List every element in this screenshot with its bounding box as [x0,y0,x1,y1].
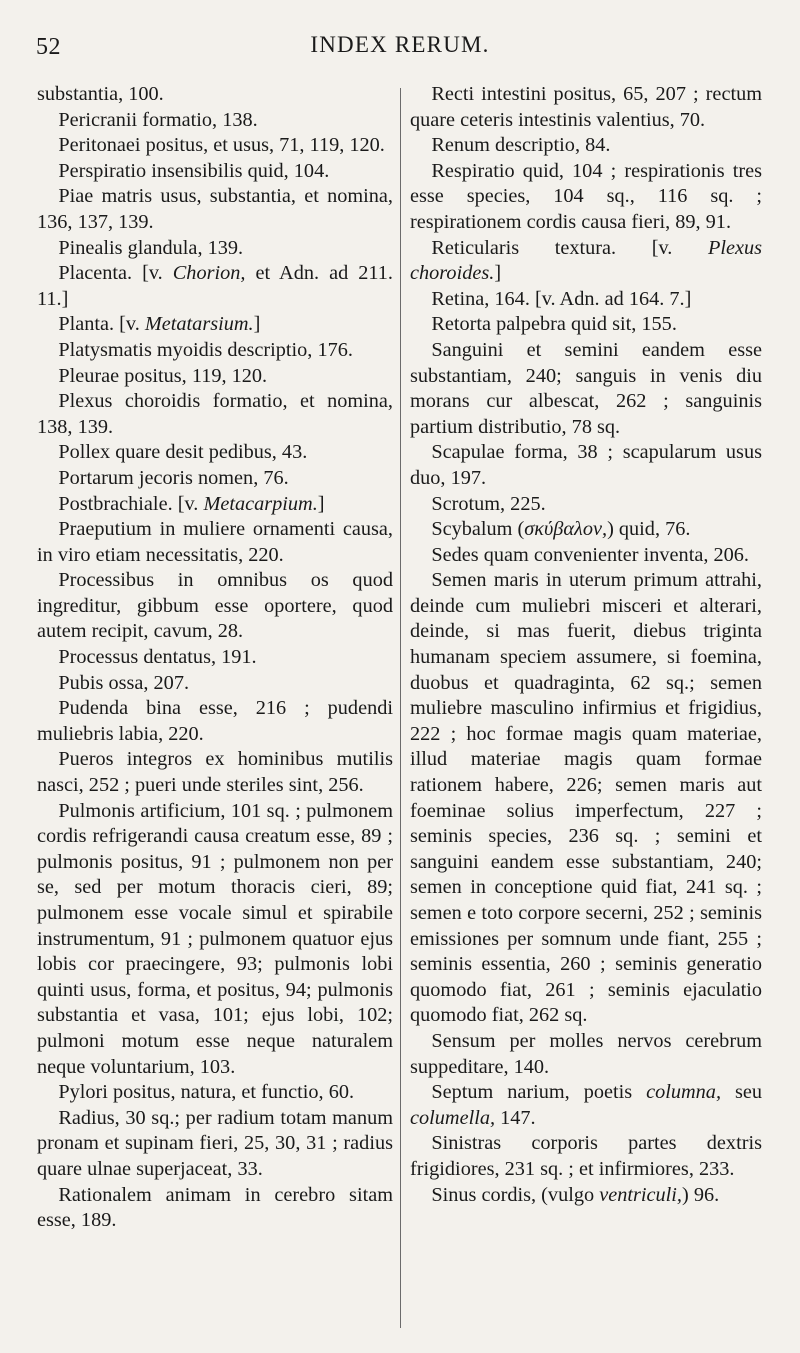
index-entry [37,1106,393,1183]
entry-text: Pylori positus, natura, et functio, 60. [58,1081,355,1104]
entry-text: ] [317,492,325,515]
entry-italic-text: Chorion, [172,262,246,285]
index-entry [37,747,393,798]
index-entry [410,1080,762,1131]
entry-text: Postbrachiale. [v. [58,492,204,515]
entry-text: Perspiratio insensibilis quid, 104. [58,159,330,182]
entry-text: Recti intestini positus, 65, 207 ; rectum quare ceteris intestinis valentius, 70. [410,83,762,131]
index-entry [37,82,393,108]
entry-italic-text: σκύβαλον, [524,518,608,541]
entry-text: Portarum jecoris nomen, 76. [58,466,289,489]
entry-text: Pudenda bina esse, 216 ; pudendi muliebris labia, 220. [37,697,393,745]
index-entry [410,492,762,518]
entry-text: Pericranii formatio, 138. [58,108,258,131]
entry-text: Sinistras corporis partes dextris frigidiores, 231 sq. ; et infirmiores, 233. [410,1132,762,1180]
entry-text: ] [494,262,502,285]
entry-text: Scapulae forma, 38 ; scapularum usus duo, 197. [410,441,762,489]
index-column-right [410,82,762,1208]
entry-text: substantia, 100. [37,83,164,105]
entry-text: Processibus in omnibus os quod ingreditur, gibbum esse oportere, quod autem recipit, cavum, 28. [37,569,393,643]
entry-text: Pinealis glandula, 139. [58,236,244,259]
index-entry [410,568,762,1029]
entry-text: Pleurae positus, 119, 120. [58,364,268,387]
index-entry [410,1183,762,1209]
entry-text: seu [721,1081,762,1104]
index-entry [37,261,393,312]
entry-text: Planta. [v. [58,313,145,336]
entry-text: Sensum per molles nervos cerebrum suppeditare, 140. [410,1029,762,1078]
index-entry [37,568,393,645]
index-entry [37,440,393,466]
entry-text: Placenta. [v. [58,262,173,285]
running-head: INDEX RERUM. [310,32,490,57]
index-entry [37,645,393,671]
entry-text: Sinus cordis, (vulgo [431,1183,600,1206]
index-entry [410,159,762,236]
index-entry [37,236,393,262]
entry-text: Peritonaei positus, et usus, 71, 119, 120. [58,134,385,157]
entry-text: 147. [495,1106,536,1129]
index-entry [410,287,762,313]
entry-text: Pueros integros ex hominibus mutilis nasci, 252 ; pueri unde steriles sint, 256. [37,748,393,797]
column-divider [400,88,401,1328]
entry-italic-text: ventriculi, [599,1183,682,1206]
index-entry [37,799,393,1081]
entry-text: Radius, 30 sq.; per radium totam manum pronam et supinam fieri, 25, 30, 31 ; radius quare ulnae superjaceat, 33. [37,1106,393,1180]
entry-text: Piae matris usus, substantia, et nomina, 136, 137, 139. [37,185,393,233]
entry-italic-text: columna, [646,1081,722,1104]
entry-text: et Adn. ad 211. 11.] [37,262,393,310]
index-entry [410,82,762,133]
index-entry [410,440,762,491]
entry-text: ] [253,313,261,336]
index-entry [37,184,393,235]
index-entry [410,1029,762,1080]
entry-text: Scrotum, 225. [431,492,546,515]
entry-text: Respiratio quid, 104 ; respirationis tres esse species, 104 sq., 116 sq. ; respirationem cordis causa fieri, 89, 91. [410,159,762,233]
index-entry [37,1183,393,1234]
index-entry [37,671,393,697]
index-entry [410,312,762,338]
entry-italic-text: columella, [410,1106,496,1129]
entry-text: Retorta palpebra quid sit, 155. [431,313,677,336]
page-number: 52 [36,34,61,60]
index-entry [37,338,393,364]
entry-text: Pulmonis artificium, 101 sq. ; pulmonem cordis refrigerandi causa creatum esse, 89 ; pulmonis positus, 91 ; pulmonem non per se, sed per motum thoracis cieri, 89; pulmonem esse vocale simul et spirabile instrumentum, 91 ; pulmonem quatuor ejus lobis cor praecingere, 93; pulmonis lobi quinti usus, forma, et positus, 94; pulmonis substantia et vasa, 101; ejus lobi, 102; pulmoni motum esse neque naturalem neque voluntarium, 103. [37,799,393,1078]
entry-text: Sedes quam convenienter inventa, 206. [431,543,749,566]
index-entry [37,696,393,747]
index-entry [37,517,393,568]
entry-text: Plexus choroidis formatio, et nomina, 138, 139. [37,390,393,438]
entry-text: Sanguini et semini eandem esse substantiam, 240; sanguis in venis diu morans cur albescat, 262 ; sanguinis partium distributio, 78 sq. [410,338,762,438]
index-column-left [37,82,393,1234]
index-entry [37,492,393,518]
index-entry [410,517,762,543]
index-entry [410,338,762,440]
entry-text: Processus dentatus, 191. [58,646,257,669]
index-entry [37,133,393,159]
index-entry [410,133,762,159]
entry-italic-text: Metacarpium. [203,492,318,515]
entry-text: Rationalem animam in cerebro sitam esse, 189. [37,1183,393,1232]
entry-text: Semen maris in uterum primum attrahi, deinde cum muliebri misceri et alterari, deinde, si mas fuerit, diebus triginta humanam speciem assumere, si foemina, duobus et quadraginta, 62 sq.; semen muliebre masculino infirmius et frigidius, 222 ; hoc formae magis quam materiae, illud materiae magis quam formae rationem habere, 226; semen maris aut foeminae solius imperfectum, 227 ; seminis species, 236 sq. ; semini et sanguini eandem esse substantiam, 240; semen in conceptione quid fiat, 241 sq. ; semen e toto corpore secerni, 252 ; seminis emissiones per somnum unde fiant, 255 ; seminis essentia, 260 ; seminis generatio quomodo fiat, 261 ; seminis ejaculatio quomodo fiat, 262 sq. [410,569,762,1027]
index-entry [410,1131,762,1182]
index-entry [37,312,393,338]
index-entry [37,364,393,390]
entry-text: Praeputium in muliere ornamenti causa, in viro etiam necessitatis, 220. [37,518,393,566]
index-entry [37,1080,393,1106]
entry-italic-text: Plexus choroides. [410,236,762,285]
index-entry [410,543,762,569]
entry-text: Renum descriptio, 84. [431,134,611,157]
index-entry [37,108,393,134]
entry-text: Pubis ossa, 207. [58,671,190,694]
entry-text: ) quid, 76. [607,518,691,541]
entry-text: Retina, 164. [v. Adn. ad 164. 7.] [431,287,692,310]
index-entry [37,389,393,440]
entry-text: ) 96. [682,1183,720,1206]
index-entry [37,466,393,492]
entry-text: Pollex quare desit pedibus, 43. [58,441,308,464]
entry-text: Platysmatis myoidis descriptio, 176. [58,338,353,361]
entry-text: Septum narium, poetis [431,1081,647,1104]
entry-text: Reticularis textura. [v. [431,236,708,259]
index-entry [410,236,762,287]
index-entry [37,159,393,185]
entry-italic-text: Metatarsium. [144,313,254,336]
entry-text: Scybalum ( [431,518,525,541]
